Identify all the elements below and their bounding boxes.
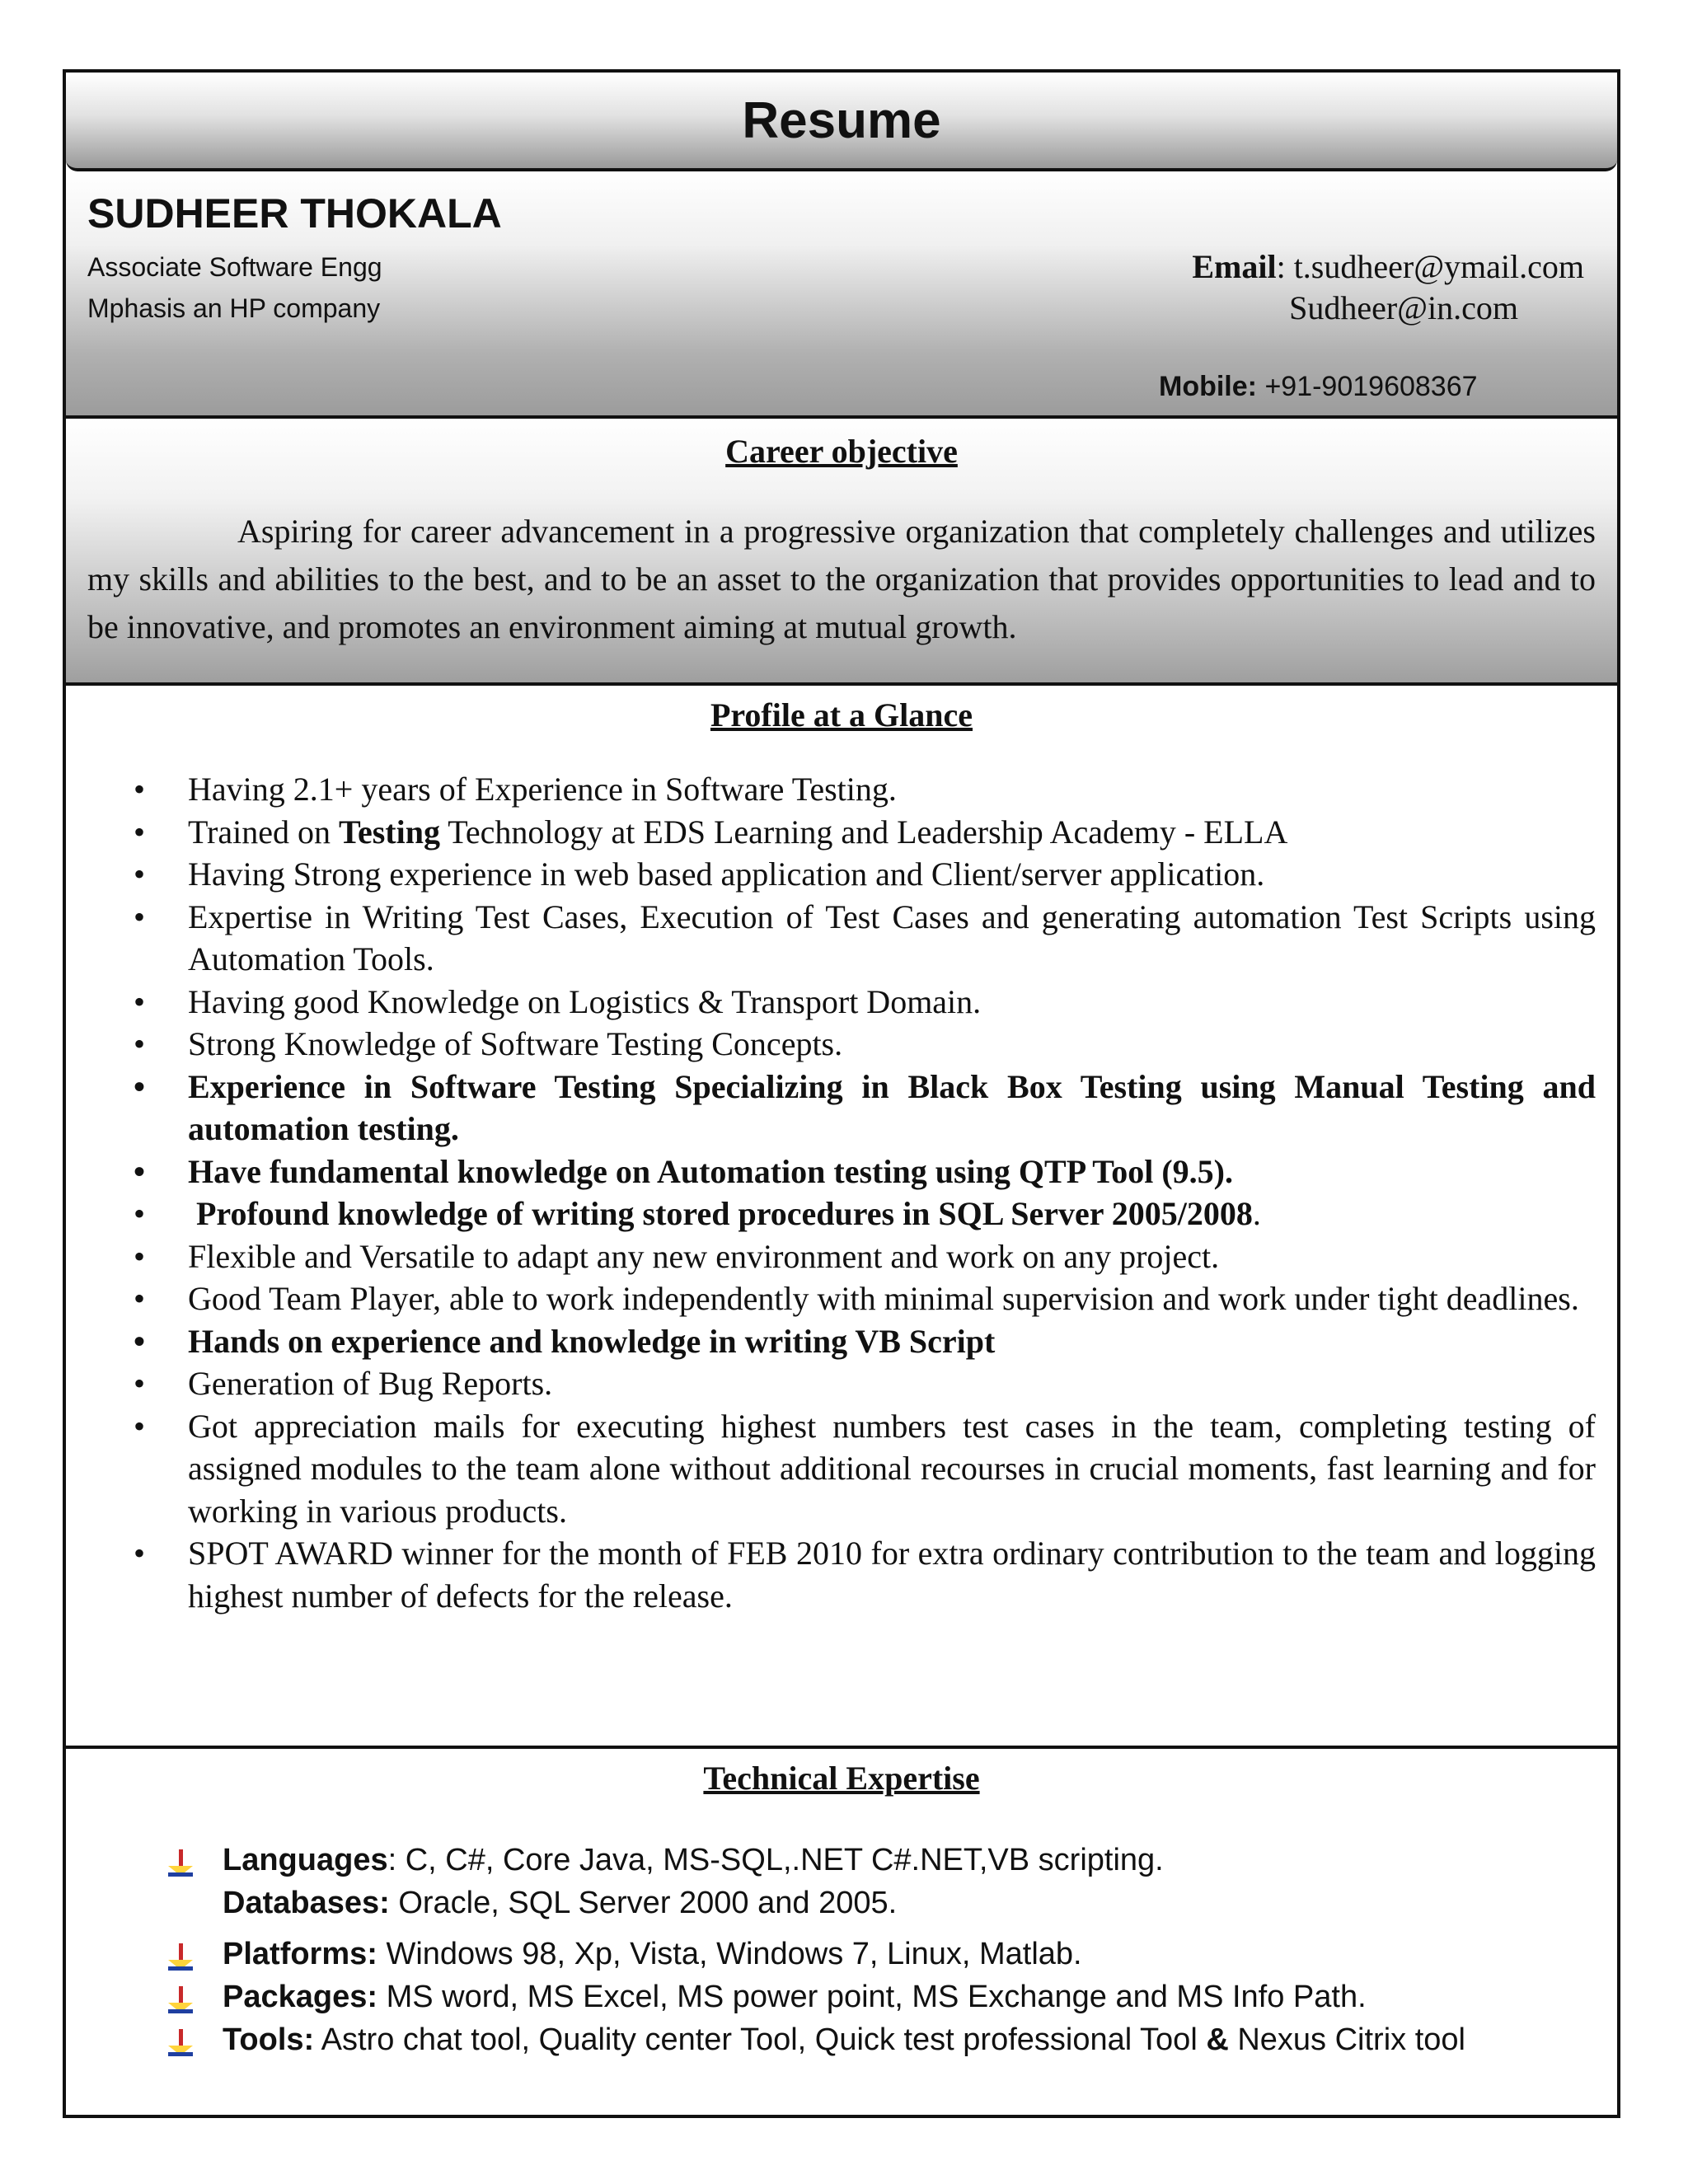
list-item: Packages: MS word, MS Excel, MS power point, MS Exchange and MS Info Path. xyxy=(223,1980,1367,2015)
mobile-label: Mobile: xyxy=(1159,371,1257,402)
list-item: • Expertise in Writing Test Cases, Execution of Test Cases and generating automation Test Scripts using Automation Tools. xyxy=(188,896,1596,981)
bullet-icon: • xyxy=(134,898,146,935)
bullet-icon: • xyxy=(134,1152,146,1190)
list-item: • Having good Knowledge on Logistics & Transport Domain. xyxy=(188,981,1596,1024)
bullet-icon: • xyxy=(134,1535,146,1572)
mobile-number: +91-9019608367 xyxy=(1264,371,1478,402)
list-item: • Profound knowledge of writing stored procedures in SQL Server 2005/2008. xyxy=(188,1193,1596,1235)
job-role: Associate Software Engg xyxy=(87,252,382,282)
list-item: • Flexible and Versatile to adapt any new environment and work on any project. xyxy=(188,1235,1596,1278)
email-primary: Email: t.sudheer@ymail.com xyxy=(1192,248,1584,285)
list-item: • Having 2.1+ years of Experience in Software Testing. xyxy=(188,768,1596,811)
bullet-icon: • xyxy=(134,1322,146,1360)
list-item: • SPOT AWARD winner for the month of FEB 2010 for extra ordinary contribution to the team and logging highest number of defects for the release. xyxy=(188,1532,1596,1617)
bullet-icon: • xyxy=(134,1365,146,1402)
email-primary-link[interactable]: t.sudheer@ymail.com xyxy=(1293,248,1584,285)
list-item: • Strong Knowledge of Software Testing Concepts. xyxy=(188,1023,1596,1066)
career-objective-heading: Career objective xyxy=(725,433,958,470)
arrow-bullet-icon xyxy=(165,1942,196,1973)
profile-heading: Profile at a Glance xyxy=(710,696,973,733)
arrow-bullet-icon xyxy=(165,1985,196,2016)
candidate-name: SUDHEER THOKALA xyxy=(87,190,502,237)
email-secondary[interactable]: Sudheer@in.com xyxy=(1289,289,1518,326)
arrow-bullet-icon xyxy=(165,1848,196,1879)
company-name: Mphasis an HP company xyxy=(87,293,381,323)
resume-page xyxy=(63,69,1620,2118)
list-item: Languages: C, C#, Core Java, MS-SQL,.NET C#.NET,VB scripting. xyxy=(223,1843,1164,1878)
list-item: • Have fundamental knowledge on Automation testing using QTP Tool (9.5). xyxy=(188,1151,1596,1193)
bullet-icon: • xyxy=(134,1237,146,1275)
contact-header xyxy=(66,171,1617,419)
bullet-icon: • xyxy=(134,855,146,893)
list-item: • Good Team Player, able to work independently with minimal supervision and work under tight deadlines. xyxy=(188,1277,1596,1320)
career-objective-section xyxy=(66,419,1617,686)
bullet-icon: • xyxy=(134,1407,146,1445)
bullet-icon: • xyxy=(134,771,146,808)
bullet-icon: • xyxy=(134,982,146,1020)
email-label: Email xyxy=(1192,248,1277,285)
arrow-bullet-icon xyxy=(165,2027,196,2059)
list-item: • Having Strong experience in web based application and Client/server application. xyxy=(188,853,1596,896)
bullet-icon: • xyxy=(134,1025,146,1062)
title-bar xyxy=(66,73,1617,171)
list-item: • Got appreciation mails for executing highest numbers test cases in the team, completing testing of assigned modules to the team alone without additional recourses in crucial moments, fast learning and for working in various products. xyxy=(188,1405,1596,1533)
list-item: • Trained on Testing Technology at EDS Learning and Leadership Academy - ELLA xyxy=(188,811,1596,854)
list-item: • Generation of Bug Reports. xyxy=(188,1362,1596,1405)
career-objective-text: Aspiring for career advancement in a progressive organization that completely challenges and utilizes my skills and abilities to the best, and to be an asset to the organization that provides opportunities to lead and to be innovative, and promotes an environment aiming at mutual growth. xyxy=(87,513,1596,645)
profile-section xyxy=(66,686,1617,1749)
list-item: • Experience in Software Testing Specializing in Black Box Testing using Manual Testing and automation testing. xyxy=(188,1066,1596,1151)
list-item: Databases: Oracle, SQL Server 2000 and 2005. xyxy=(223,1886,898,1920)
mobile xyxy=(1159,371,1478,403)
list-item: Tools: Astro chat tool, Quality center Tool, Quick test professional Tool & Nexus Citrix tool xyxy=(223,2022,1465,2058)
list-item: Platforms: Windows 98, Xp, Vista, Windows 7, Linux, Matlab. xyxy=(223,1937,1082,1972)
page-title: Resume xyxy=(742,91,941,149)
list-item: • Hands on experience and knowledge in writing VB Script xyxy=(188,1320,1596,1363)
bullet-icon: • xyxy=(134,1067,146,1105)
profile-list xyxy=(66,768,1596,1617)
technical-expertise-heading: Technical Expertise xyxy=(703,1760,980,1797)
bullet-icon: • xyxy=(134,813,146,851)
bullet-icon: • xyxy=(134,1280,146,1317)
bullet-icon: • xyxy=(134,1195,146,1232)
technical-expertise-section xyxy=(66,1749,1617,2115)
